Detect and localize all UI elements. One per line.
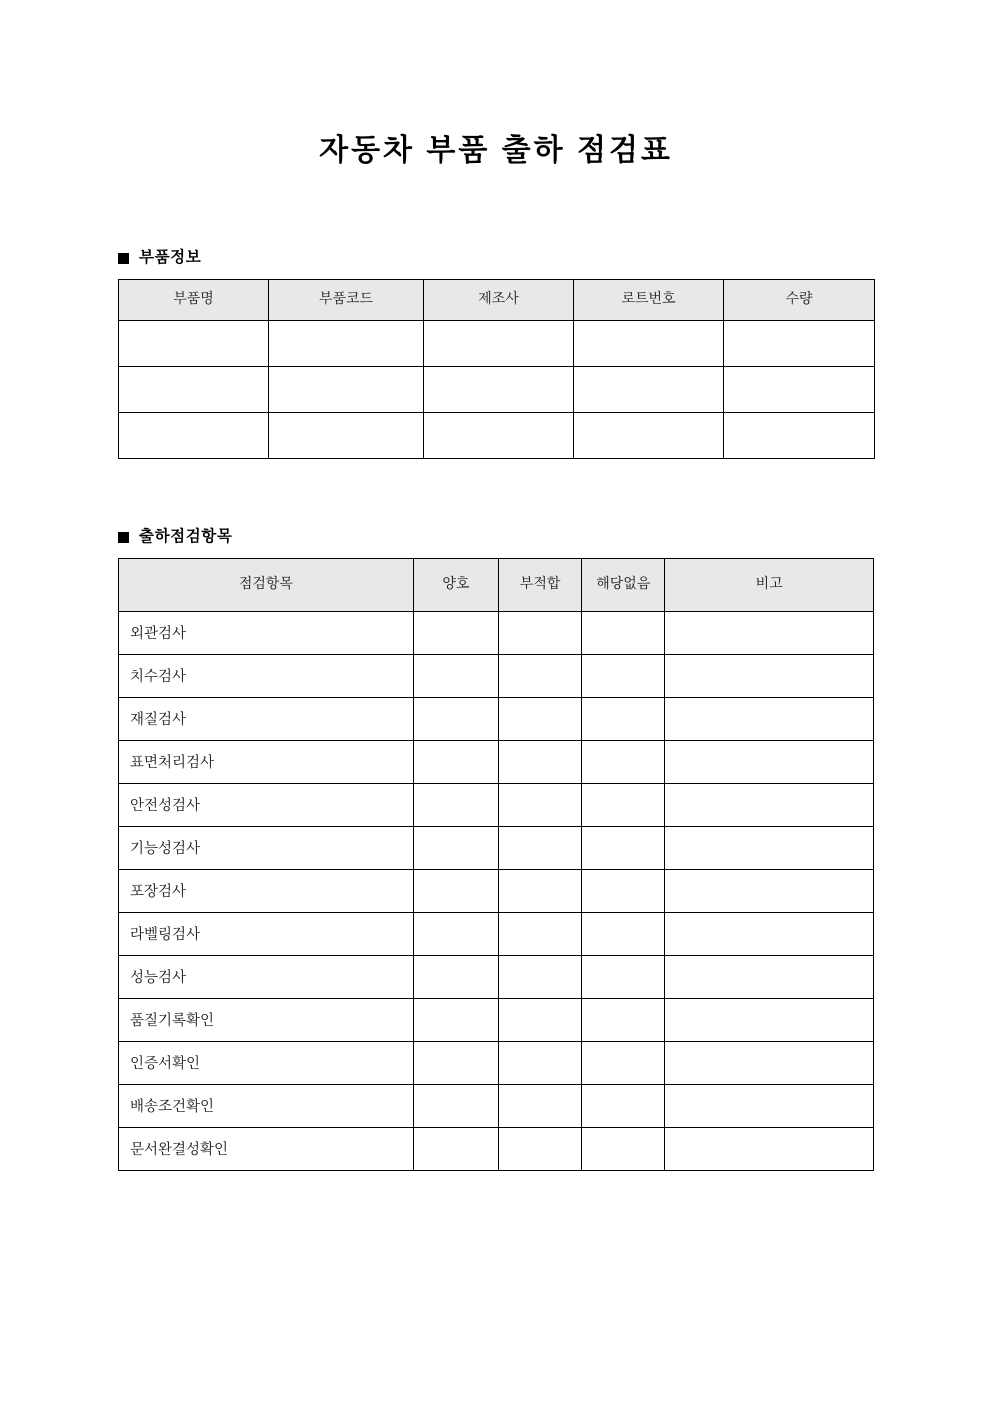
- cell-good[interactable]: [413, 1084, 498, 1127]
- section-inspection-items: [118, 528, 874, 1171]
- table-row: [119, 320, 875, 366]
- cell-good[interactable]: [413, 1127, 498, 1170]
- cell-inspection-item: 문서완결성확인: [119, 1127, 414, 1170]
- cell-defect[interactable]: [498, 826, 581, 869]
- cell-good[interactable]: [413, 783, 498, 826]
- cell-defect[interactable]: [498, 783, 581, 826]
- section-part-info: [118, 249, 874, 459]
- cell-quantity[interactable]: [724, 320, 875, 366]
- table-row: [119, 1127, 874, 1170]
- table-row: [119, 611, 874, 654]
- cell-lot-number[interactable]: [574, 320, 724, 366]
- cell-not-applicable[interactable]: [582, 955, 665, 998]
- column-header-inspection-item: 점검항목: [119, 558, 414, 611]
- cell-inspection-item: 배송조건확인: [119, 1084, 414, 1127]
- table-row: [119, 1084, 874, 1127]
- table-row: [119, 998, 874, 1041]
- cell-good[interactable]: [413, 955, 498, 998]
- cell-not-applicable[interactable]: [582, 869, 665, 912]
- table-row: [119, 869, 874, 912]
- cell-manufacturer[interactable]: [424, 412, 574, 458]
- cell-not-applicable[interactable]: [582, 740, 665, 783]
- column-header-good: 양호: [413, 558, 498, 611]
- part-info-table: [118, 279, 875, 459]
- column-header-part-name: 부품명: [119, 279, 269, 320]
- cell-not-applicable[interactable]: [582, 1084, 665, 1127]
- column-header-quantity: 수량: [724, 279, 875, 320]
- cell-remarks[interactable]: [665, 1041, 874, 1084]
- cell-good[interactable]: [413, 654, 498, 697]
- cell-not-applicable[interactable]: [582, 1041, 665, 1084]
- cell-inspection-item: 안전성검사: [119, 783, 414, 826]
- cell-remarks[interactable]: [665, 826, 874, 869]
- cell-remarks[interactable]: [665, 654, 874, 697]
- table-row: [119, 740, 874, 783]
- cell-not-applicable[interactable]: [582, 912, 665, 955]
- cell-remarks[interactable]: [665, 998, 874, 1041]
- cell-remarks[interactable]: [665, 697, 874, 740]
- table-row: [119, 826, 874, 869]
- cell-not-applicable[interactable]: [582, 611, 665, 654]
- cell-inspection-item: 외관검사: [119, 611, 414, 654]
- table-row: [119, 697, 874, 740]
- cell-not-applicable[interactable]: [582, 783, 665, 826]
- cell-not-applicable[interactable]: [582, 654, 665, 697]
- cell-inspection-item: 성능검사: [119, 955, 414, 998]
- cell-inspection-item: 기능성검사: [119, 826, 414, 869]
- cell-remarks[interactable]: [665, 955, 874, 998]
- column-header-manufacturer: 제조사: [424, 279, 574, 320]
- column-header-not-applicable: 해당없음: [582, 558, 665, 611]
- inspection-items-table: [118, 558, 874, 1171]
- cell-not-applicable[interactable]: [582, 998, 665, 1041]
- cell-defect[interactable]: [498, 697, 581, 740]
- table-row: [119, 955, 874, 998]
- cell-defect[interactable]: [498, 654, 581, 697]
- table-row: [119, 912, 874, 955]
- cell-inspection-item: 라벨링검사: [119, 912, 414, 955]
- cell-remarks[interactable]: [665, 1127, 874, 1170]
- page-title: 자동차 부품 출하 점검표: [319, 134, 673, 167]
- cell-defect[interactable]: [498, 955, 581, 998]
- cell-remarks[interactable]: [665, 783, 874, 826]
- table-row: [119, 783, 874, 826]
- cell-inspection-item: 인증서확인: [119, 1041, 414, 1084]
- cell-good[interactable]: [413, 998, 498, 1041]
- column-header-part-code: 부품코드: [269, 279, 424, 320]
- section-heading-inspection-items-label: 출하점검항목: [139, 528, 233, 545]
- cell-part-name[interactable]: [119, 320, 269, 366]
- table-header-row: [119, 558, 874, 611]
- cell-inspection-item: 표면처리검사: [119, 740, 414, 783]
- cell-inspection-item: 포장검사: [119, 869, 414, 912]
- cell-good[interactable]: [413, 826, 498, 869]
- cell-good[interactable]: [413, 611, 498, 654]
- cell-part-code[interactable]: [269, 412, 424, 458]
- cell-part-code[interactable]: [269, 320, 424, 366]
- section-heading-part-info-label: 부품정보: [139, 249, 202, 266]
- black-square-icon: [118, 532, 129, 543]
- section-heading-part-info: [118, 249, 874, 268]
- cell-quantity[interactable]: [724, 412, 875, 458]
- cell-inspection-item: 치수검사: [119, 654, 414, 697]
- cell-good[interactable]: [413, 1041, 498, 1084]
- cell-remarks[interactable]: [665, 1084, 874, 1127]
- cell-lot-number[interactable]: [574, 366, 724, 412]
- cell-manufacturer[interactable]: [424, 320, 574, 366]
- cell-defect[interactable]: [498, 869, 581, 912]
- cell-defect[interactable]: [498, 998, 581, 1041]
- column-header-remarks: 비고: [665, 558, 874, 611]
- column-header-lot-number: 로트번호: [574, 279, 724, 320]
- cell-part-code[interactable]: [269, 366, 424, 412]
- cell-defect[interactable]: [498, 740, 581, 783]
- cell-good[interactable]: [413, 869, 498, 912]
- cell-manufacturer[interactable]: [424, 366, 574, 412]
- cell-defect[interactable]: [498, 611, 581, 654]
- cell-remarks[interactable]: [665, 740, 874, 783]
- table-header-row: [119, 279, 875, 320]
- table-row: [119, 1041, 874, 1084]
- column-header-defect: 부적합: [498, 558, 581, 611]
- cell-part-name[interactable]: [119, 412, 269, 458]
- cell-remarks[interactable]: [665, 912, 874, 955]
- section-heading-inspection-items: [118, 528, 874, 547]
- black-square-icon: [118, 253, 129, 264]
- cell-remarks[interactable]: [665, 869, 874, 912]
- cell-defect[interactable]: [498, 1041, 581, 1084]
- cell-defect[interactable]: [498, 1084, 581, 1127]
- cell-not-applicable[interactable]: [582, 826, 665, 869]
- table-row: [119, 412, 875, 458]
- cell-not-applicable[interactable]: [582, 697, 665, 740]
- cell-not-applicable[interactable]: [582, 1127, 665, 1170]
- cell-inspection-item: 품질기록확인: [119, 998, 414, 1041]
- cell-good[interactable]: [413, 697, 498, 740]
- cell-lot-number[interactable]: [574, 412, 724, 458]
- table-row: [119, 366, 875, 412]
- cell-part-name[interactable]: [119, 366, 269, 412]
- cell-quantity[interactable]: [724, 366, 875, 412]
- cell-good[interactable]: [413, 912, 498, 955]
- cell-good[interactable]: [413, 740, 498, 783]
- cell-inspection-item: 재질검사: [119, 697, 414, 740]
- cell-remarks[interactable]: [665, 611, 874, 654]
- cell-defect[interactable]: [498, 1127, 581, 1170]
- cell-defect[interactable]: [498, 912, 581, 955]
- table-row: [119, 654, 874, 697]
